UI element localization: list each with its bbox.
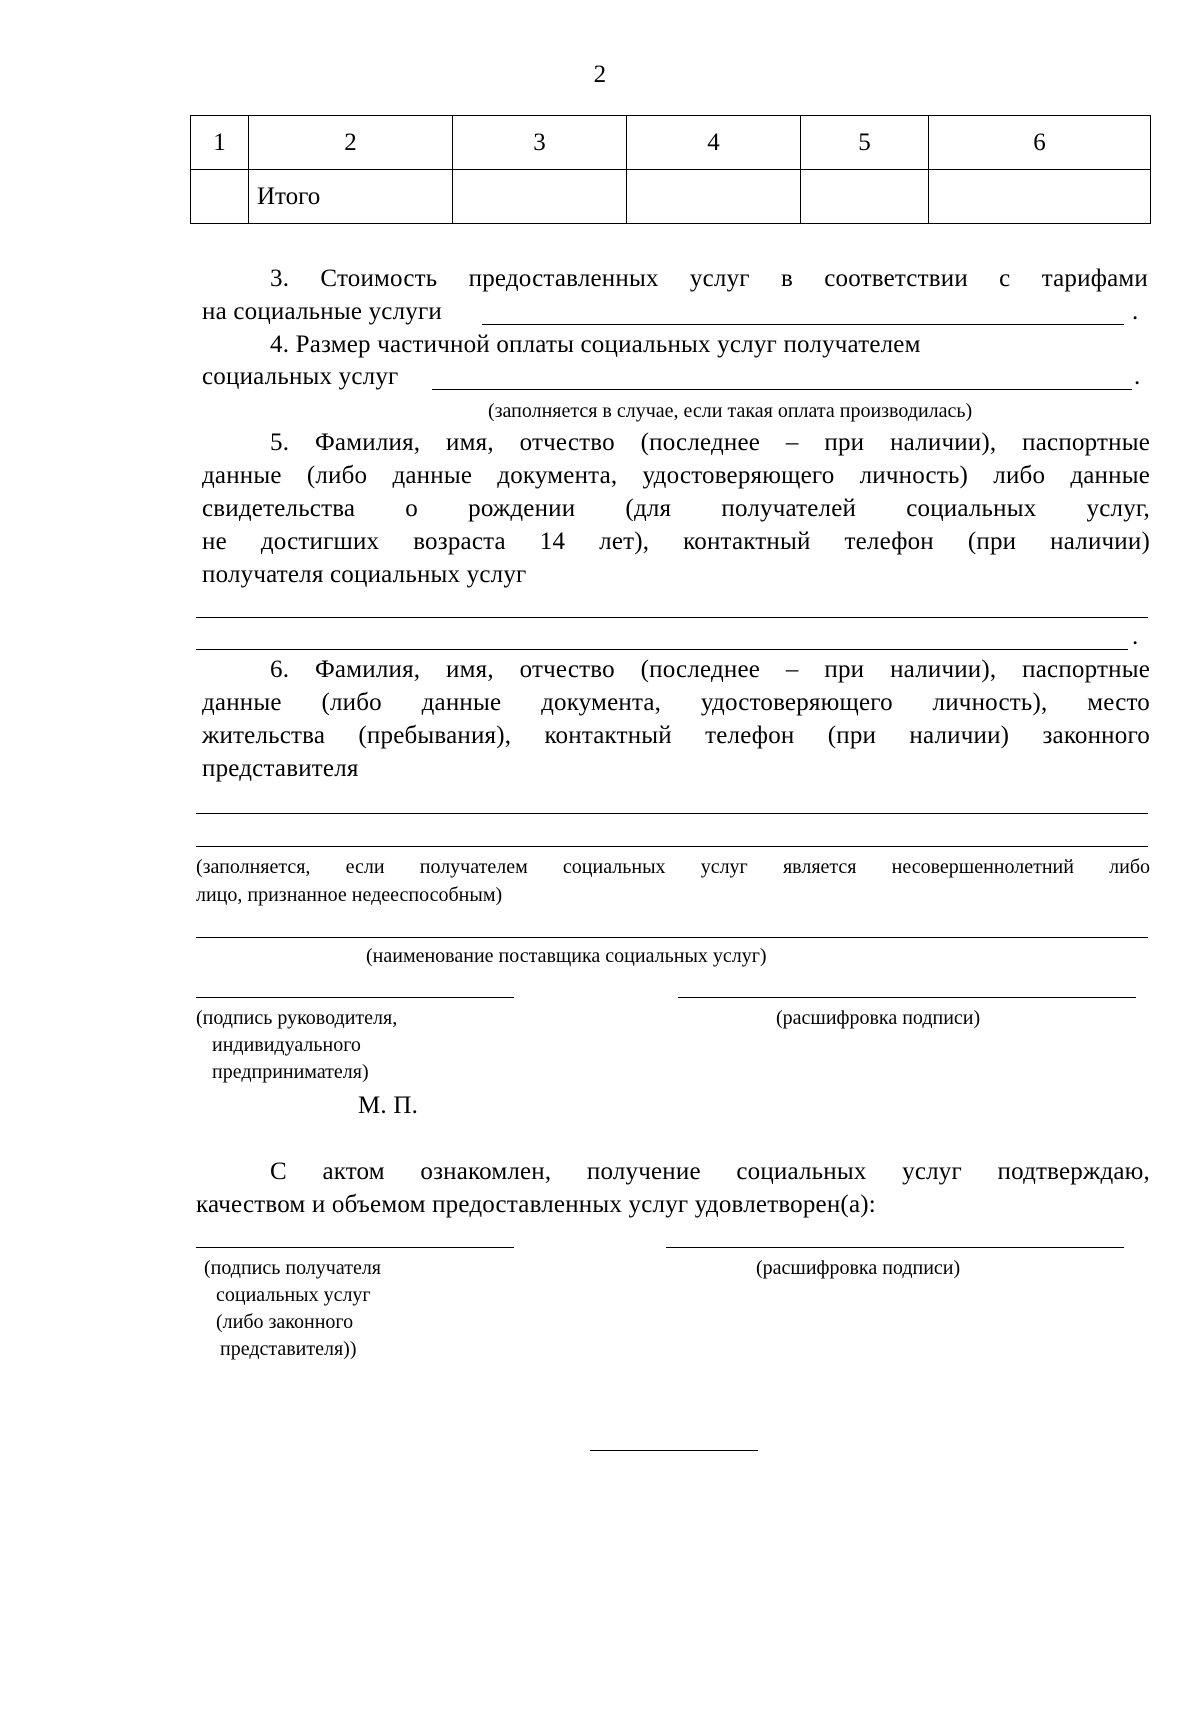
head-signature-caption-1: (подпись руководителя, xyxy=(196,1007,398,1029)
item6-fill-line-2 xyxy=(196,846,1148,847)
acknowledgement-line2: качеством и объемом предоставленных услуг удовлетворен(а): xyxy=(196,1191,876,1218)
item4-note: (заполняется в случае, если такая оплата производилась) xyxy=(488,400,973,422)
item5-line3: свидетельства о рождении (для получателей социальных услуг, xyxy=(202,495,1150,522)
provider-caption: (наименование поставщика социальных услуг) xyxy=(366,945,767,967)
item3-end: . xyxy=(1132,298,1139,325)
recipient-signature-line xyxy=(196,1247,514,1248)
table-header-row xyxy=(191,116,1151,170)
item5-line2: данные (либо данные документа, удостоверяющего личность) либо данные xyxy=(202,462,1150,489)
head-decode-caption: (расшифровка подписи) xyxy=(776,1007,981,1029)
item6-line1: 6. Фамилия, имя, отчество (последнее – при наличии), паспортные xyxy=(270,656,1150,683)
item3-line1: 3. Стоимость предоставленных услуг в соответствии с тарифами xyxy=(270,265,1148,292)
recipient-signature-caption-3: (либо законного xyxy=(216,1311,354,1333)
item4-end: . xyxy=(1134,363,1141,390)
table-total-row xyxy=(191,170,1151,224)
item6-fill-line-1 xyxy=(196,813,1148,814)
recipient-decode-caption: (расшифровка подписи) xyxy=(756,1257,961,1279)
table-cell xyxy=(627,170,801,224)
item4-fill-line xyxy=(432,389,1132,390)
table-cell xyxy=(801,170,929,224)
head-signature-caption-2: индивидуального xyxy=(212,1034,361,1056)
item4-line2: социальных услуг xyxy=(202,363,399,390)
table-header-cell: 3 xyxy=(453,116,627,170)
item3-fill-line xyxy=(482,324,1124,325)
head-decode-line xyxy=(678,997,1136,998)
recipient-signature-caption-2: социальных услуг xyxy=(216,1284,371,1306)
item6-note-line1: (заполняется, если получателем социальных услуг является несовершеннолетний либо xyxy=(196,856,1150,878)
head-signature-caption-3: предпринимателя) xyxy=(212,1061,369,1083)
table-cell xyxy=(453,170,627,224)
item3-line2: на социальные услуги xyxy=(202,298,442,325)
recipient-signature-caption-1: (подпись получателя xyxy=(204,1257,382,1279)
recipient-decode-line xyxy=(666,1247,1124,1248)
item6-line3: жительства (пребывания), контактный телефон (при наличии) законного xyxy=(202,722,1150,749)
table-total-label: Итого xyxy=(249,170,453,224)
table-header-cell: 6 xyxy=(929,116,1151,170)
table-header-cell: 4 xyxy=(627,116,801,170)
recipient-signature-caption-4: представителя)) xyxy=(220,1338,357,1360)
item5-line1: 5. Фамилия, имя, отчество (последнее – при наличии), паспортные xyxy=(270,429,1150,456)
item6-note-line2: лицо, признанное недееспособным) xyxy=(196,884,503,906)
table-header-cell: 2 xyxy=(249,116,453,170)
table-header-cell: 1 xyxy=(191,116,249,170)
provider-fill-line xyxy=(196,937,1148,938)
item5-fill-line-2 xyxy=(196,649,1128,650)
closing-rule xyxy=(590,1450,758,1451)
table-cell xyxy=(191,170,249,224)
acknowledgement-line1: С актом ознакомлен, получение социальных услуг подтверждаю, xyxy=(270,1158,1150,1185)
item5-line5: получателя социальных услуг xyxy=(202,561,527,588)
item6-line4: представителя xyxy=(202,755,359,782)
item6-line2: данные (либо данные документа, удостоверяющего личность), место xyxy=(202,689,1150,716)
services-table xyxy=(190,115,1151,224)
head-signature-line xyxy=(196,997,514,998)
item4-line1: 4. Размер частичной оплаты социальных услуг получателем xyxy=(270,331,921,358)
item5-line4: не достигших возраста 14 лет), контактный телефон (при наличии) xyxy=(202,528,1150,555)
table-header-cell: 5 xyxy=(801,116,929,170)
page-number: 2 xyxy=(593,61,607,88)
stamp-place: М. П. xyxy=(358,1092,419,1119)
table-cell xyxy=(929,170,1151,224)
item5-fill-line-1 xyxy=(196,617,1148,618)
item5-end: . xyxy=(1132,623,1139,650)
